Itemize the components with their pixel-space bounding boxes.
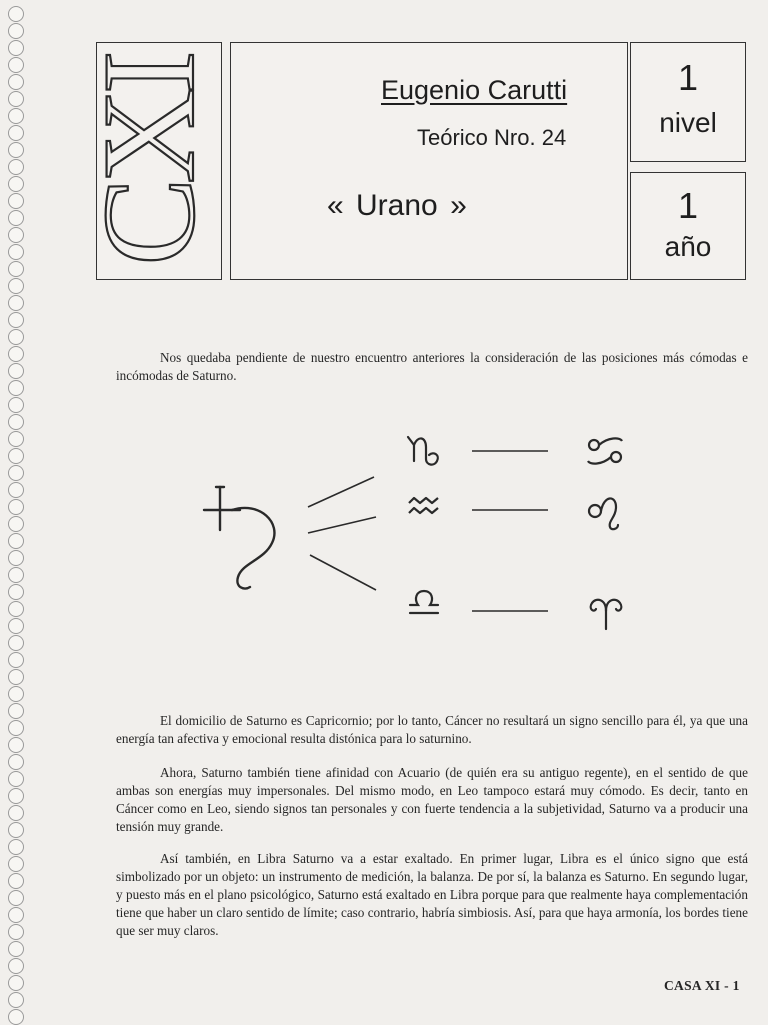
spiral-hole xyxy=(8,737,24,753)
spiral-hole xyxy=(8,91,24,107)
spiral-hole xyxy=(8,414,24,430)
spiral-hole xyxy=(8,465,24,481)
spiral-hole xyxy=(8,346,24,362)
spiral-hole xyxy=(8,958,24,974)
spiral-hole xyxy=(8,856,24,872)
cxi-logo xyxy=(75,43,222,279)
spiral-hole xyxy=(8,550,24,566)
spiral-hole xyxy=(8,720,24,736)
spiral-hole xyxy=(8,23,24,39)
paragraph-2: Ahora, Saturno también tiene afinidad con Acuario (de quién era su antiguo regente), en el sentido de que ambas son energías muy impersonales. Del mismo modo, en Leo tampoco estará muy cómodo. Es decir, tanto en Cáncer como en Leo, siendo signos tan personales y con fuerte tendencia a la subjetividad, Saturno va a producir una tensión muy grande. xyxy=(116,765,748,834)
spiral-hole xyxy=(8,567,24,583)
year-label: año xyxy=(664,231,712,262)
spiral-hole xyxy=(8,601,24,617)
level-number: 1 xyxy=(677,57,699,98)
spiral-hole xyxy=(8,125,24,141)
spiral-hole xyxy=(8,618,24,634)
spiral-hole xyxy=(8,6,24,22)
aquarius-icon xyxy=(409,498,438,513)
lecture-number: Teórico Nro. 24 xyxy=(417,125,567,150)
spiral-hole xyxy=(8,499,24,515)
spiral-hole xyxy=(8,975,24,991)
spiral-hole xyxy=(8,57,24,73)
cxi-logo-text: CXI xyxy=(75,56,222,266)
spiral-hole xyxy=(8,74,24,90)
spiral-hole xyxy=(8,448,24,464)
saturn-icon xyxy=(204,487,274,589)
spiral-hole xyxy=(8,244,24,260)
spiral-hole xyxy=(8,108,24,124)
spiral-hole xyxy=(8,210,24,226)
spiral-hole xyxy=(8,142,24,158)
spiral-hole xyxy=(8,261,24,277)
lecture-topic: « Urano » xyxy=(327,189,467,222)
spiral-hole xyxy=(8,635,24,651)
aries-icon xyxy=(591,600,622,629)
spiral-hole xyxy=(8,754,24,770)
connector-lines xyxy=(308,477,376,590)
author-name: Eugenio Carutti xyxy=(381,75,568,105)
libra-icon xyxy=(410,591,438,613)
spiral-hole xyxy=(8,924,24,940)
spiral-hole xyxy=(8,516,24,532)
cancer-icon xyxy=(588,438,622,463)
spiral-hole xyxy=(8,1009,24,1025)
spiral-hole xyxy=(8,278,24,294)
spiral-hole xyxy=(8,431,24,447)
spiral-hole xyxy=(8,941,24,957)
spiral-hole xyxy=(8,312,24,328)
saturn-signs-diagram xyxy=(190,415,660,645)
spiral-hole xyxy=(8,788,24,804)
level-box xyxy=(630,42,746,162)
spiral-hole xyxy=(8,482,24,498)
spiral-hole xyxy=(8,40,24,56)
year-number: 1 xyxy=(677,185,699,226)
page-footer: CASA XI - 1 xyxy=(664,978,740,993)
paragraph-1: El domicilio de Saturno es Capricornio; por lo tanto, Cáncer no resultará un signo sencillo para él, ya que una energía tan afectiva y emocional resulta distónica para lo saturnino. xyxy=(116,713,748,746)
spiral-hole xyxy=(8,686,24,702)
leo-icon xyxy=(589,498,618,529)
spiral-hole xyxy=(8,703,24,719)
capricorn-icon xyxy=(408,437,438,465)
paragraph-3: Así también, en Libra Saturno va a estar exaltado. En primer lugar, Libra es el único signo que está simbolizado por un objeto: un instrumento de medición, la balanza. De por sí, la balanza es Saturno. En segundo lugar, y puesto más en el plano psicológico, Saturno está exaltado en Libra porque para que realmente haya complementación tiene que haber un claro sentido de límite; caso contrario, habría simbiosis. Así, para que haya armonía, los bordes tiene que ser muy claros. xyxy=(116,851,748,938)
spiral-hole xyxy=(8,584,24,600)
spiral-hole xyxy=(8,363,24,379)
title-box xyxy=(230,42,628,280)
spiral-hole xyxy=(8,771,24,787)
spiral-binding xyxy=(0,0,40,1024)
spiral-hole xyxy=(8,193,24,209)
spiral-hole xyxy=(8,227,24,243)
logo-box xyxy=(75,42,222,280)
spiral-hole xyxy=(8,397,24,413)
spiral-hole xyxy=(8,295,24,311)
spiral-hole xyxy=(8,329,24,345)
spiral-hole xyxy=(8,669,24,685)
spiral-hole xyxy=(8,380,24,396)
spiral-hole xyxy=(8,822,24,838)
level-label: nivel xyxy=(659,107,717,138)
spiral-hole xyxy=(8,839,24,855)
intro-paragraph: Nos quedaba pendiente de nuestro encuentro anteriores la consideración de las posiciones más cómodas e incómodas de Saturno. xyxy=(116,350,748,383)
spiral-hole xyxy=(8,873,24,889)
year-box xyxy=(630,172,746,280)
spiral-hole xyxy=(8,992,24,1008)
spiral-hole xyxy=(8,890,24,906)
spiral-hole xyxy=(8,176,24,192)
spiral-hole xyxy=(8,805,24,821)
spiral-hole xyxy=(8,159,24,175)
spiral-hole xyxy=(8,533,24,549)
spiral-hole xyxy=(8,652,24,668)
spiral-hole xyxy=(8,907,24,923)
